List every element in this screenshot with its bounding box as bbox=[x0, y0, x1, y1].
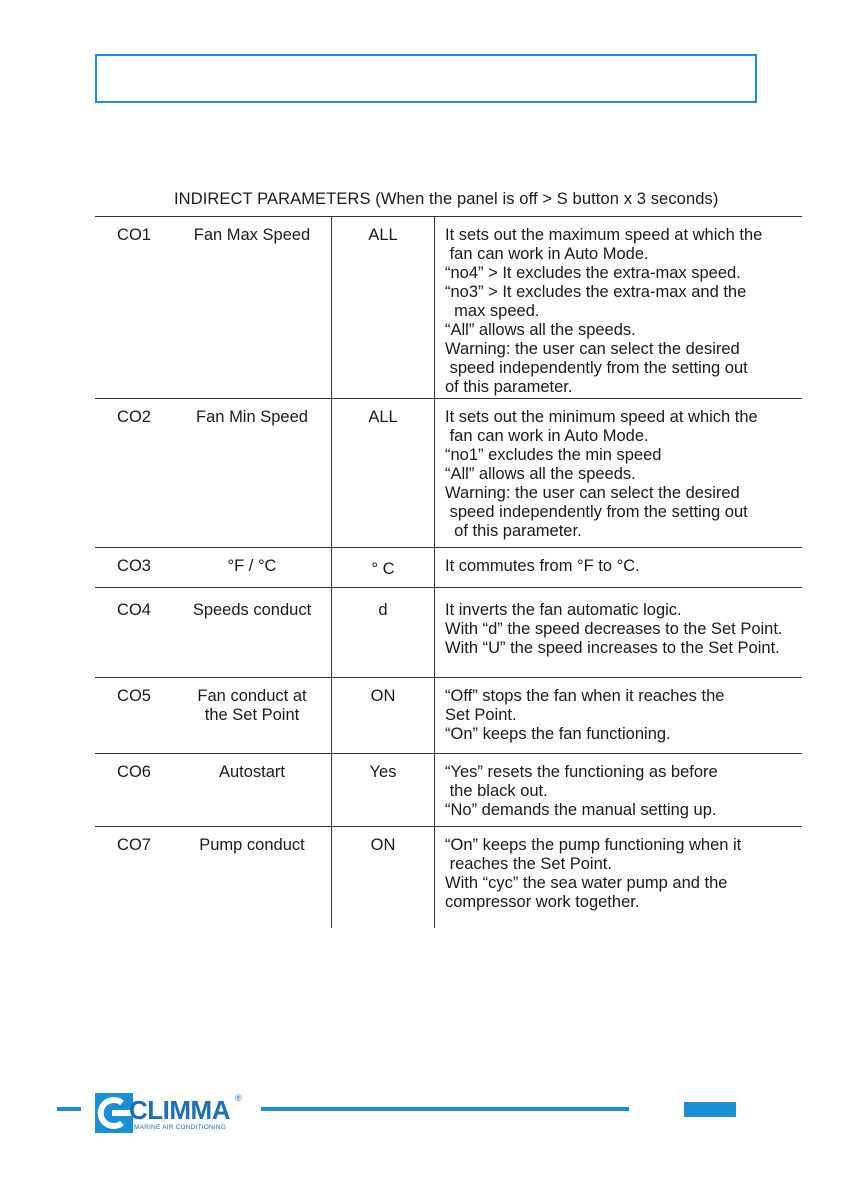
param-code: CO1 bbox=[117, 226, 151, 244]
table-title: INDIRECT PARAMETERS (When the panel is off > S button x 3 seconds) bbox=[174, 190, 719, 208]
table-row bbox=[95, 588, 802, 678]
param-code: CO6 bbox=[117, 763, 151, 781]
table-row bbox=[95, 217, 802, 399]
table-row bbox=[95, 399, 802, 548]
param-description: It inverts the fan automatic logic. With “d” the speed decreases to the Set Point. With “U” the speed increases to the Set Point. bbox=[445, 601, 783, 657]
param-name: Pump conduct bbox=[173, 827, 332, 928]
param-value: ° C bbox=[332, 548, 435, 587]
param-value: ON bbox=[332, 827, 435, 928]
table-row bbox=[95, 754, 802, 827]
param-name: Autostart bbox=[173, 754, 332, 826]
header-frame bbox=[95, 54, 757, 103]
climma-logo bbox=[95, 1093, 255, 1135]
param-code: CO4 bbox=[117, 601, 151, 619]
table-row bbox=[95, 678, 802, 754]
param-description: “On” keeps the pump functioning when it reaches the Set Point. With “cyc” the sea water pump and the compressor work together. bbox=[445, 836, 742, 911]
param-description: It sets out the minimum speed at which the fan can work in Auto Mode. “no1” excludes the min speed “All” allows all the speeds. Warning: the user can select the desired speed independently from the setting out of this parameter. bbox=[445, 408, 758, 540]
param-name: Fan Min Speed bbox=[173, 399, 332, 547]
param-description: “Yes” resets the functioning as before the black out. “No” demands the manual setting up. bbox=[445, 763, 718, 819]
param-name: °F / °C bbox=[173, 548, 332, 587]
param-code: CO5 bbox=[117, 687, 151, 705]
param-code: CO2 bbox=[117, 408, 151, 426]
param-value: ON bbox=[332, 678, 435, 753]
brand-tagline: MARINE AIR CONDITIONING bbox=[134, 1124, 226, 1131]
param-value: ALL bbox=[332, 217, 435, 398]
table-row bbox=[95, 827, 802, 928]
param-description: It sets out the maximum speed at which the fan can work in Auto Mode. “no4” > It excludes the extra-max speed. “no3” > It excludes the extra-max and the max speed. “All” allows all the speeds. Warning: the user can select the desired speed independently from the setting out of this parameter. bbox=[445, 226, 763, 396]
parameters-table bbox=[95, 216, 802, 928]
param-value: Yes bbox=[332, 754, 435, 826]
registered-mark: ® bbox=[235, 1093, 242, 1103]
table-row bbox=[95, 548, 802, 588]
param-name: Speeds conduct bbox=[173, 588, 332, 677]
param-code: CO3 bbox=[117, 557, 151, 575]
climma-c-icon bbox=[95, 1093, 133, 1133]
param-value: ALL bbox=[332, 399, 435, 547]
footer-left-rule bbox=[57, 1107, 81, 1111]
param-description: “Off” stops the fan when it reaches the Set Point. “On” keeps the fan functioning. bbox=[445, 687, 725, 743]
param-value: d bbox=[332, 588, 435, 677]
param-name: Fan conduct at the Set Point bbox=[173, 678, 332, 753]
param-description: It commutes from °F to °C. bbox=[445, 557, 640, 575]
brand-name: CLIMMA bbox=[129, 1095, 230, 1125]
param-name: Fan Max Speed bbox=[173, 217, 332, 398]
param-code: CO7 bbox=[117, 836, 151, 854]
footer-middle-rule bbox=[261, 1107, 629, 1111]
footer-page-tab bbox=[684, 1102, 736, 1117]
